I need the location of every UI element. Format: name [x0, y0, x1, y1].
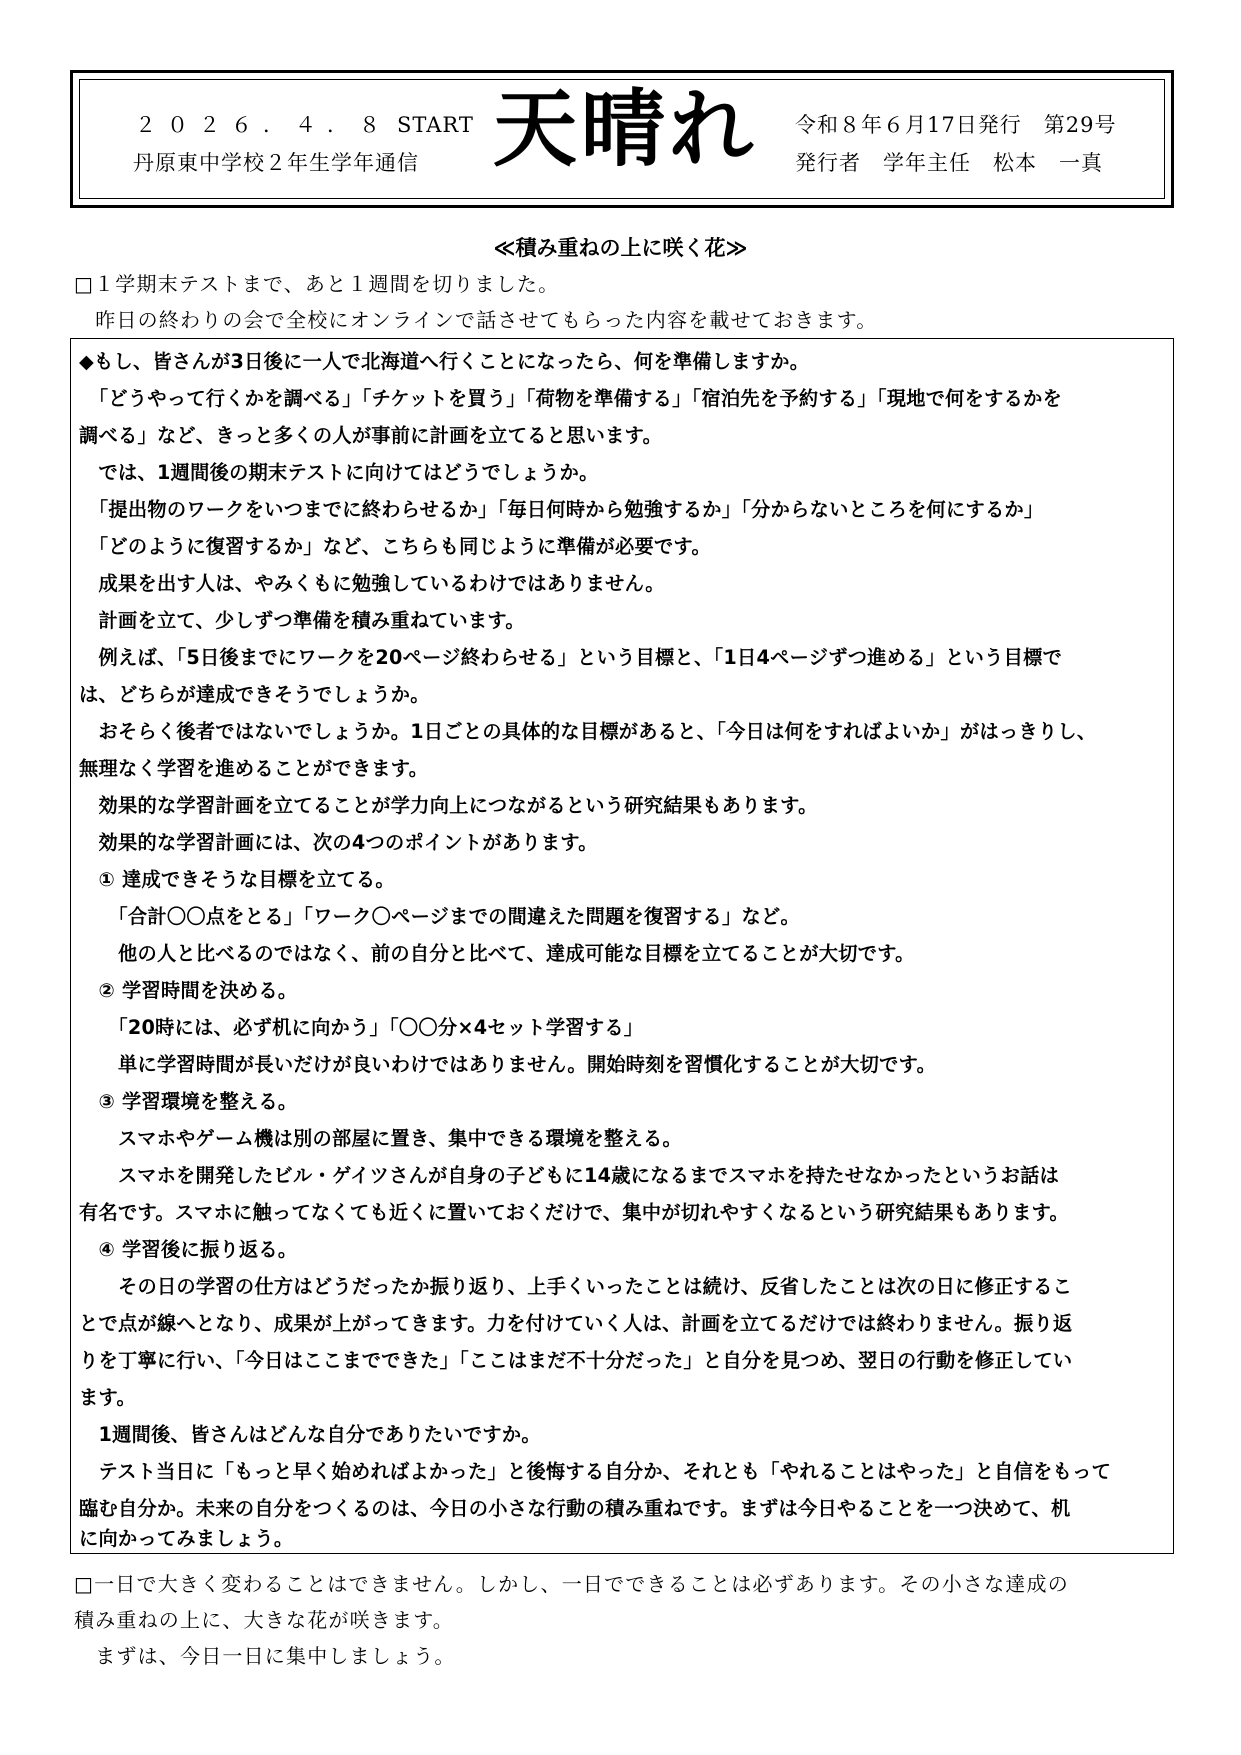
point-heading: ③ 学習環境を整える。 — [79, 1090, 298, 1113]
speech-line: スマホやゲーム機は別の部屋に置き、集中できる環境を整える。 — [79, 1127, 682, 1150]
speech-line: 調べる」など、きっと多くの人が事前に計画を立てると思います。 — [79, 424, 663, 447]
speech-line: 「合計〇〇点をとる」「ワーク〇ページまでの間違えた問題を復習する」など。 — [79, 905, 800, 928]
speech-line: 1週間後、皆さんはどんな自分でありたいですか。 — [79, 1423, 541, 1446]
speech-line: りを丁寧に行い、「今日はここまでできた」「ここはまだ不十分だった」と自分を見つめ、翌日の行動を修正してい — [79, 1349, 1073, 1372]
point-heading: ① 達成できそうな目標を立てる。 — [79, 868, 395, 891]
speech-line: 他の人と比べるのではなく、前の自分と比べて、達成可能な目標を立てることが大切です。 — [79, 942, 915, 965]
newsletter-title: 天晴れ — [493, 80, 758, 178]
speech-line: 単に学習時間が長いだけが良いわけではありません。開始時刻を習慣化することが大切です。 — [79, 1053, 937, 1076]
newsletter-header — [70, 70, 1174, 208]
closing-line: まずは、今日一日に集中しましょう。 — [74, 1644, 456, 1668]
start-label: START — [397, 113, 474, 137]
speech-line: とで点が線へとなり、成果が上がってきます。力を付けていく人は、計画を立てるだけでは終わりません。振り返 — [79, 1312, 1073, 1335]
speech-line: ます。 — [79, 1386, 136, 1409]
start-date-value: ２０２６．４．８ — [135, 113, 391, 137]
speech-line: 有名です。スマホに触ってなくても近くに置いておくだけで、集中が切れやすくなるという研究結果もあります。 — [79, 1201, 1070, 1224]
intro-line: □１学期末テストまで、あと１週間を切りました。 — [74, 272, 560, 296]
speech-line: 成果を出す人は、やみくもに勉強しているわけではありません。 — [79, 572, 665, 595]
speech-line: 無理なく学習を進めることができます。 — [79, 757, 429, 780]
issue-info: 令和８年６月17日発行 第29号 — [795, 113, 1117, 137]
speech-line: テスト当日に「もっと早く始めればよかった」と後悔する自分か、それとも「やれることはやった」と自信をもって — [79, 1460, 1112, 1483]
speech-line: 効果的な学習計画を立てることが学力向上につながるという研究結果もあります。 — [79, 794, 818, 817]
speech-line: 例えば、「5日後までにワークを20ページ終わらせる」という目標と、「1日4ページずつ進める」という目標で — [79, 646, 1063, 669]
point-heading: ④ 学習後に振り返る。 — [79, 1238, 298, 1261]
speech-line: おそらく後者ではないでしょうか。1日ごとの具体的な目標があると、「今日は何をすればよいか」がはっきりし、 — [79, 720, 1097, 743]
point-heading: ② 学習時間を決める。 — [79, 979, 298, 1002]
speech-line: に向かってみましょう。 — [79, 1527, 294, 1550]
speech-line: その日の学習の仕方はどうだったか振り返り、上手くいったことは続け、反省したことは次の日に修正するこ — [79, 1275, 1073, 1298]
speech-line: 計画を立て、少しずつ準備を積み重ねています。 — [79, 609, 525, 632]
publisher-info: 発行者 学年主任 松本 一真 — [795, 151, 1103, 175]
speech-line: 「提出物のワークをいつまでに終わらせるか」「毎日何時から勉強するか」「分からないところを何にするか」 — [79, 498, 1044, 521]
speech-line: 臨む自分か。未来の自分をつくるのは、今日の小さな行動の積み重ねです。まずは今日やることを一つ決めて、机 — [79, 1497, 1071, 1520]
speech-line: では、1週間後の期末テストに向けてはどうでしょうか。 — [79, 461, 599, 484]
closing-line: 積み重ねの上に、大きな花が咲きます。 — [74, 1608, 454, 1632]
speech-line: は、どちらが達成できそうでしょうか。 — [79, 683, 430, 706]
article-subtitle: ≪積み重ねの上に咲く花≫ — [493, 236, 748, 260]
speech-line: 「どうやって行くかを調べる」「チケットを買う」「荷物を準備する」「宿泊先を予約する」「現地で何をするかを — [79, 387, 1063, 410]
speech-line: スマホを開発したビル・ゲイツさんが自身の子どもに14歳になるまでスマホを持たせなかったというお話は — [79, 1164, 1060, 1187]
closing-line: □一日で大きく変わることはできません。しかし、一日でできることは必ずあります。その小さな達成の — [74, 1572, 1069, 1596]
speech-line: 「どのように復習するか」など、こちらも同じように準備が必要です。 — [79, 535, 711, 558]
speech-box — [70, 338, 1174, 1554]
start-date — [135, 109, 474, 139]
speech-line: 「20時には、必ず机に向かう」「〇〇分×4セット学習する」 — [79, 1016, 644, 1039]
speech-line: ◆もし、皆さんが3日後に一人で北海道へ行くことになったら、何を準備しますか。 — [79, 350, 810, 373]
intro-line: 昨日の終わりの会で全校にオンラインで話させてもらった内容を載せておきます。 — [74, 308, 878, 332]
speech-line: 効果的な学習計画には、次の4つのポイントがあります。 — [79, 831, 598, 854]
school-name: 丹原東中学校２年生学年通信 — [133, 151, 419, 175]
